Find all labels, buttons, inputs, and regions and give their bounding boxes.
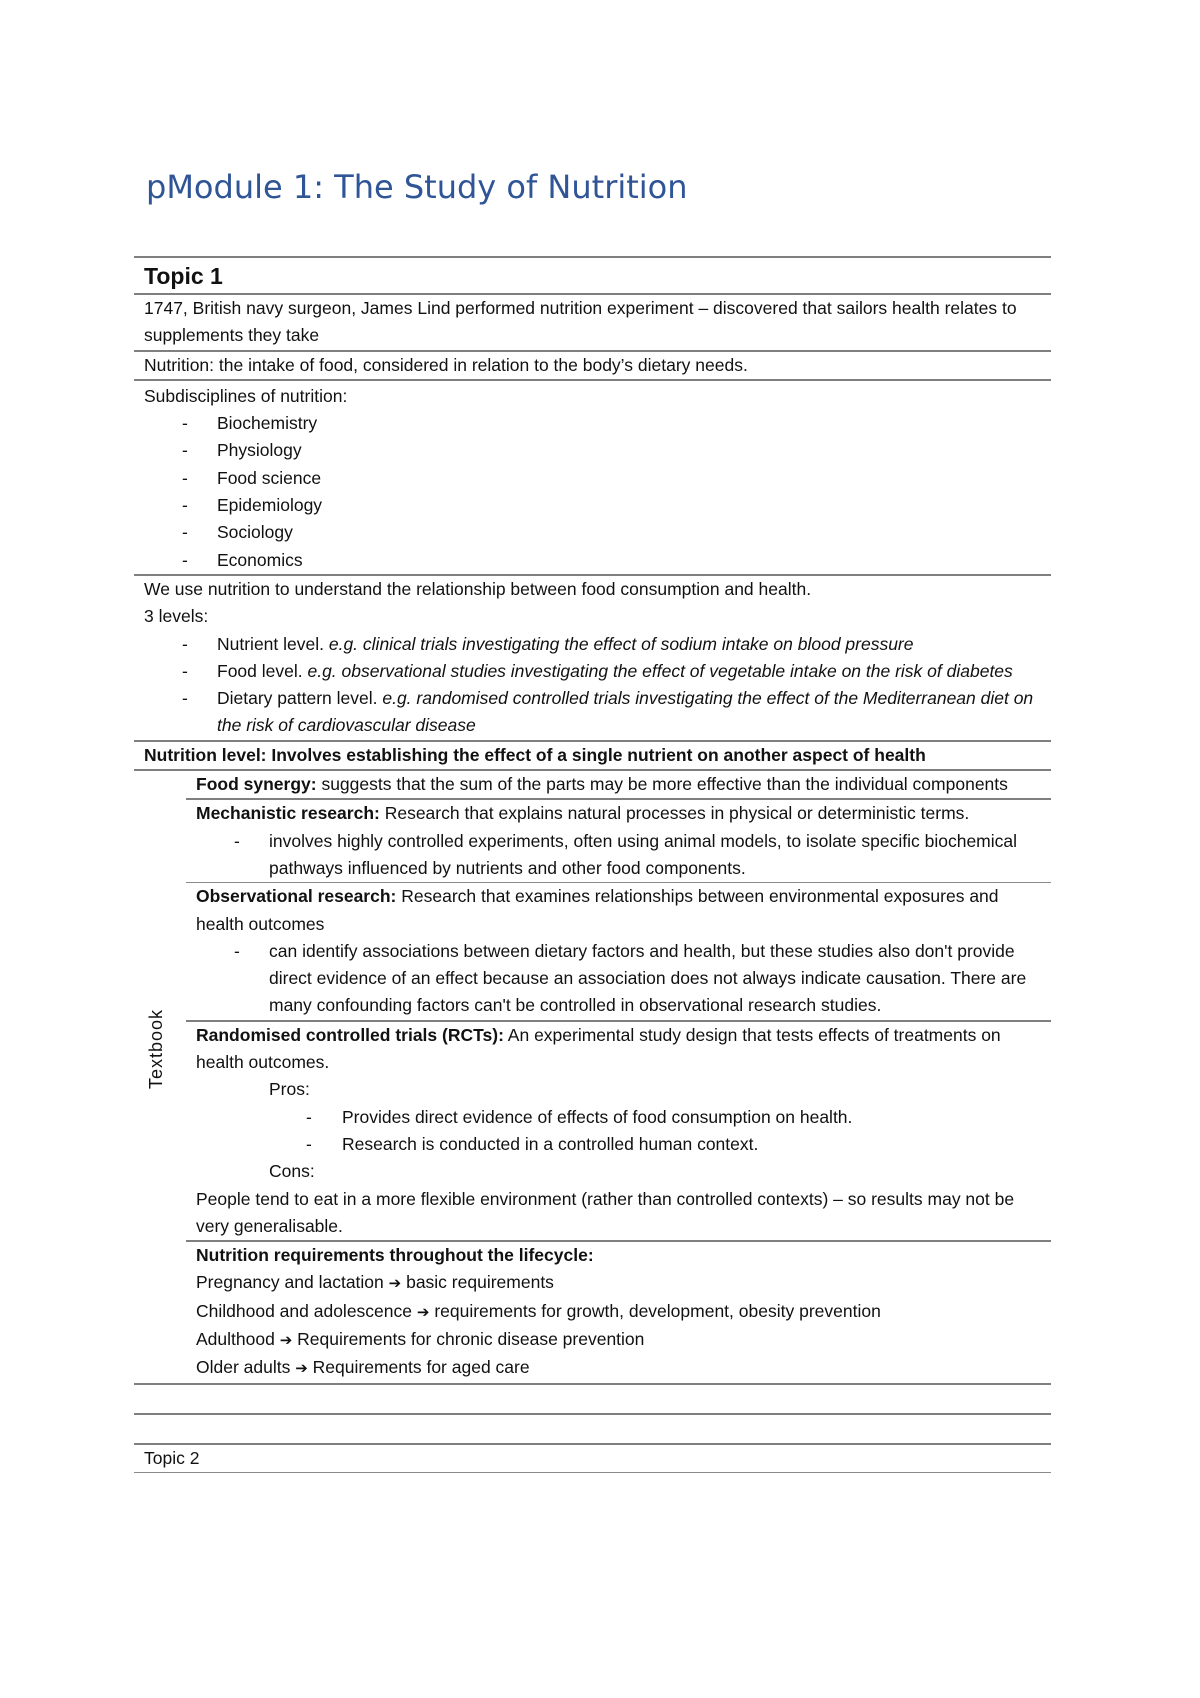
definition: suggests that the sum of the parts may be more effective than the individual components [316, 774, 1008, 795]
notes-table [134, 256, 1051, 1473]
list-item: - Food science [144, 465, 1041, 492]
textbook-label: Textbook [146, 1009, 166, 1090]
food-synergy-row [186, 771, 1051, 798]
term: Randomised controlled trials (RCTs): [196, 1024, 504, 1045]
topic-2-row [134, 1445, 1051, 1472]
level-item [144, 685, 1041, 740]
lifecycle-title: Nutrition requirements throughout the lifecycle: [196, 1245, 594, 1266]
level-item [144, 631, 1041, 658]
rct-row [186, 1022, 1051, 1240]
eg-label: e.g. [328, 633, 363, 654]
level-name: Dietary pattern level. [217, 688, 383, 709]
level-example: observational studies investigating the effect of vegetable intake on the risk of diabetes [341, 660, 1013, 681]
mechanistic-row [186, 800, 1051, 882]
list-item: - Biochemistry [144, 410, 1041, 437]
relationship-text: We use nutrition to understand the relationship between food consumption and health. [144, 578, 812, 599]
textbook-section [134, 771, 1051, 1383]
term: Observational research: [196, 886, 397, 907]
stage: Childhood and adolescence [196, 1300, 417, 1321]
level-example: clinical trials investigating the effect of sodium intake on blood pressure [362, 633, 914, 654]
definition: Research that examines relationships between environmental exposures and health outcomes [196, 886, 999, 934]
definition: An experimental study design that tests effects of treatments on health outcomes. [196, 1024, 1001, 1073]
term: Mechanistic research: [196, 803, 380, 824]
stage: Pregnancy and lactation [196, 1272, 389, 1293]
list-item: - Sociology [144, 519, 1041, 546]
levels-title: 3 levels: [144, 606, 209, 627]
history-row [134, 295, 1051, 350]
list-item: - Physiology [144, 437, 1041, 464]
list-item: - Epidemiology [144, 492, 1041, 519]
empty-row [134, 1415, 1051, 1443]
lifecycle-item [196, 1326, 1041, 1354]
subdisciplines-row [134, 381, 1051, 574]
list-item: - Provides direct evidence of effects of food consumption on health. [196, 1104, 1041, 1131]
nutrition-level-row [134, 742, 1051, 769]
stage: Older adults [196, 1357, 296, 1378]
lifecycle-item [196, 1269, 1041, 1297]
definition-row [134, 352, 1051, 379]
requirement: Requirements for chronic disease prevention [292, 1328, 645, 1349]
history-text: 1747, British navy surgeon, James Lind performed nutrition experiment – discovered that sailors health relates to supplements they take [144, 298, 1017, 346]
observational-row [186, 883, 1051, 1019]
list-item: - involves highly controlled experiments, often using animal models, to isolate specific biochemical pathways influenced by nutrients and other food components. [196, 828, 1041, 883]
requirement: basic requirements [401, 1272, 554, 1293]
levels-row [134, 576, 1051, 740]
eg-label: e.g. [307, 660, 342, 681]
subdisciplines-title: Subdisciplines of nutrition: [144, 385, 348, 406]
level-example: randomised controlled trials investigating the effect of the Mediterranean diet on the risk of cardiovascular disease [217, 688, 1034, 736]
topic-2-heading: Topic 2 [144, 1447, 200, 1468]
requirement: requirements for growth, development, obesity prevention [429, 1300, 881, 1321]
arrow-right-icon: ➔ [388, 1274, 402, 1293]
requirement: Requirements for aged care [307, 1357, 530, 1378]
cons-text: People tend to eat in a more flexible environment (rather than controlled contexts) – so results may not be very generalisable. [196, 1188, 1015, 1236]
stage: Adulthood [196, 1328, 280, 1349]
definition-text: Nutrition: the intake of food, considered in relation to the body’s dietary needs. [144, 354, 748, 375]
level-name: Food level. [217, 660, 308, 681]
arrow-right-icon: ➔ [279, 1330, 293, 1349]
lifecycle-row [186, 1242, 1051, 1382]
list-item: - can identify associations between dietary factors and health, but these studies also don't provide direct evidence of an effect because an association does not always indicate causation. There are many confounding factors can't be controlled in observational research studies. [196, 938, 1041, 1020]
definition: Research that explains natural processes in physical or deterministic terms. [379, 803, 970, 824]
list-item: - Research is conducted in a controlled human context. [196, 1131, 1041, 1158]
topic-1-heading: Topic 1 [144, 263, 223, 289]
eg-label: e.g. [382, 688, 417, 709]
arrow-right-icon: ➔ [416, 1302, 430, 1321]
page-title: pModule 1: The Study of Nutrition [146, 168, 688, 206]
nutrition-level-text: Nutrition level: Involves establishing the effect of a single nutrient on another aspect of health [144, 744, 926, 765]
empty-row [134, 1385, 1051, 1413]
lifecycle-item [196, 1298, 1041, 1326]
pros-title: Pros: [269, 1079, 310, 1100]
cons-title: Cons: [269, 1161, 315, 1182]
divider [134, 1472, 1051, 1473]
arrow-right-icon: ➔ [295, 1359, 308, 1378]
level-name: Nutrient level. [217, 633, 329, 654]
list-item: - Economics [144, 547, 1041, 574]
lifecycle-item [196, 1354, 1041, 1382]
textbook-content [186, 771, 1051, 1383]
level-item [144, 658, 1041, 685]
term: Food synergy: [196, 774, 317, 795]
